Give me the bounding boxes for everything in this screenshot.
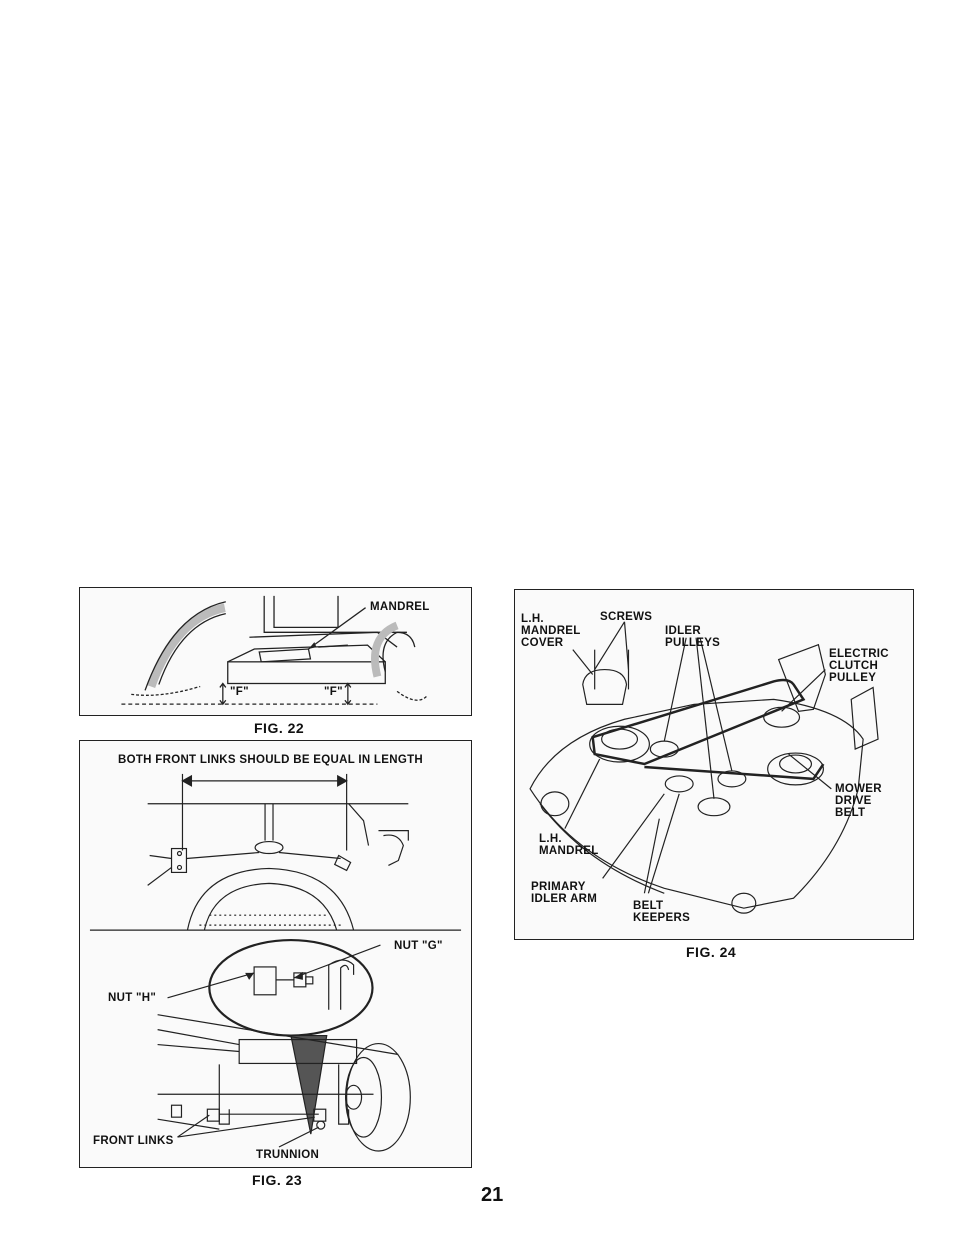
- fig22-illustration: [79, 587, 472, 716]
- fig24-label-screws: SCREWS: [600, 611, 653, 623]
- page-number: 21: [481, 1184, 504, 1206]
- fig23-drawing: [80, 741, 471, 1167]
- fig24-caption: FIG. 24: [686, 944, 737, 960]
- fig22-caption: FIG. 22: [254, 720, 305, 736]
- fig24-label-primary-idler-arm: PRIMARY IDLER ARM: [531, 881, 598, 905]
- fig24-label-mower-drive-belt: MOWER DRIVE BELT: [835, 783, 882, 819]
- fig24-label-idler-pulleys: IDLER PULLEYS: [665, 625, 721, 649]
- fig23-label-trunnion: TRUNNION: [256, 1149, 320, 1161]
- fig23-label-nut-h: NUT "H": [108, 992, 157, 1004]
- fig24-label-belt-keepers: BELT KEEPERS: [633, 900, 691, 924]
- fig22-label-mandrel: MANDREL: [370, 601, 430, 613]
- fig24-illustration: [514, 589, 914, 940]
- fig23-label-front-links: FRONT LINKS: [93, 1135, 174, 1147]
- fig24-label-lh-mandrel: L.H. MANDREL: [539, 833, 599, 857]
- fig24-label-lh-mandrel-cover: L.H. MANDREL COVER: [521, 613, 581, 649]
- fig22-label-f-right: "F": [324, 686, 343, 698]
- fig23-label-nut-g: NUT "G": [394, 940, 443, 952]
- fig24-label-electric-clutch-pulley: ELECTRIC CLUTCH PULLEY: [829, 648, 889, 684]
- fig23-title: BOTH FRONT LINKS SHOULD BE EQUAL IN LENGTH: [118, 754, 423, 766]
- fig23-caption: FIG. 23: [252, 1172, 303, 1188]
- fig22-label-f-left: "F": [230, 686, 249, 698]
- fig23-illustration: [79, 740, 472, 1168]
